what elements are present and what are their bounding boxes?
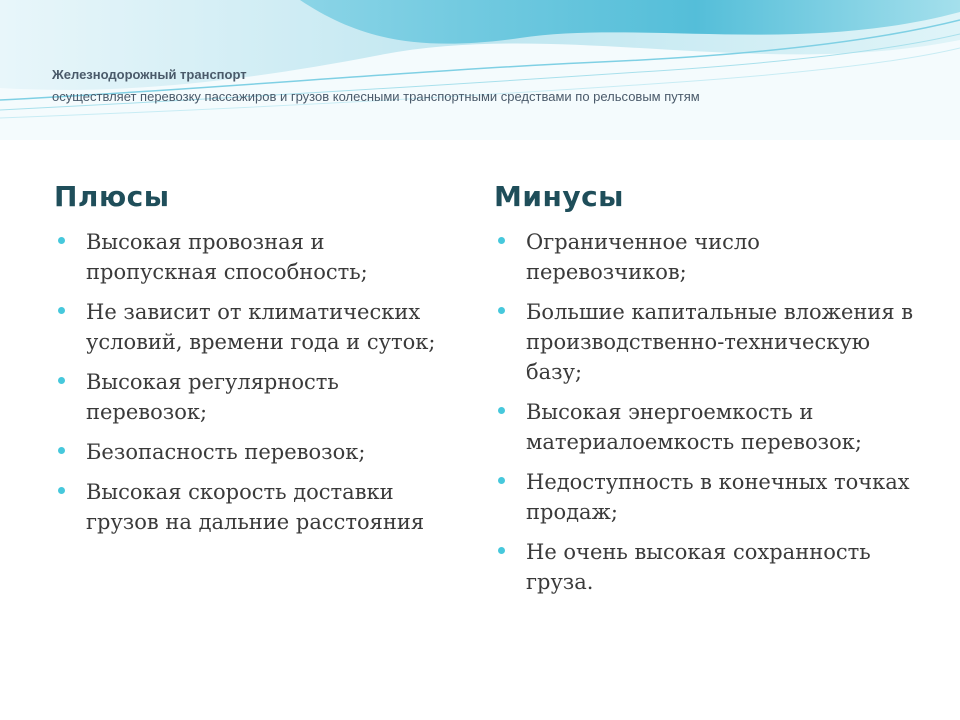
slide-header — [52, 64, 932, 108]
cons-item-text: Недоступность в конечных точках продаж; — [526, 470, 910, 524]
bullet-icon — [498, 307, 505, 314]
pros-item-text: Безопасность перевозок; — [86, 440, 366, 464]
cons-heading: Минусы — [494, 180, 624, 213]
bullet-icon — [58, 377, 65, 384]
pros-list-item — [54, 437, 454, 467]
cons-list-item — [494, 537, 914, 597]
pros-list-item — [54, 297, 454, 357]
bullet-icon — [498, 407, 505, 414]
cons-list-item — [494, 227, 914, 287]
bullet-icon — [58, 237, 65, 244]
bullet-icon — [58, 447, 65, 454]
cons-column — [494, 180, 914, 607]
cons-list-item — [494, 297, 914, 387]
cons-item-text: Не очень высокая сохранность груза. — [526, 540, 871, 594]
cons-item-text: Ограниченное число перевозчиков; — [526, 230, 760, 284]
bullet-icon — [498, 237, 505, 244]
cons-item-text: Большие капитальные вложения в производственно-техническую базу; — [526, 300, 914, 384]
slide-subtitle: осуществляет перевозку пассажиров и грузов колесными транспортными средствами по рельсовым путям — [52, 89, 700, 104]
pros-item-text: Высокая регулярность перевозок; — [86, 370, 339, 424]
cons-list — [494, 227, 914, 597]
pros-list-item — [54, 227, 454, 287]
pros-item-text: Не зависит от климатических условий, времени года и суток; — [86, 300, 436, 354]
pros-column — [54, 180, 454, 547]
bullet-icon — [58, 307, 65, 314]
bullet-icon — [58, 487, 65, 494]
pros-heading: Плюсы — [54, 180, 170, 213]
pros-list — [54, 227, 454, 537]
cons-list-item — [494, 467, 914, 527]
slide-title: Железнодорожный транспорт — [52, 67, 247, 82]
cons-list-item — [494, 397, 914, 457]
pros-item-text: Высокая скорость доставки грузов на дальние расстояния — [86, 480, 425, 534]
bullet-icon — [498, 477, 505, 484]
pros-list-item — [54, 477, 454, 537]
bullet-icon — [498, 547, 505, 554]
cons-item-text: Высокая энергоемкость и материалоемкость перевозок; — [526, 400, 862, 454]
pros-list-item — [54, 367, 454, 427]
pros-item-text: Высокая провозная и пропускная способность; — [86, 230, 368, 284]
